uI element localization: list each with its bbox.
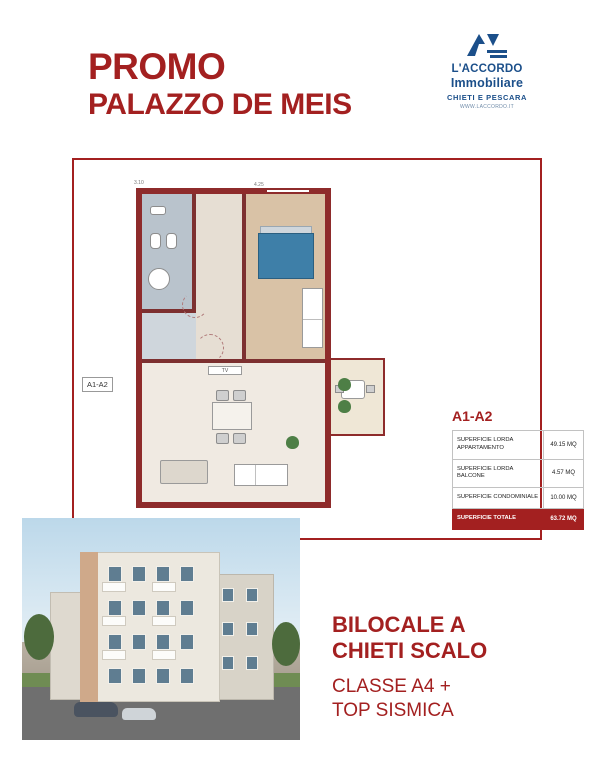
window — [246, 588, 258, 602]
window — [180, 634, 194, 650]
window — [156, 566, 170, 582]
window — [156, 600, 170, 616]
balcony-chair-furniture — [366, 385, 375, 393]
facade-accent-band — [80, 552, 98, 702]
surface-table — [452, 430, 584, 530]
table-row — [453, 488, 584, 509]
tree-icon — [24, 614, 54, 660]
offer-sub-line2: TOP SISMICA — [332, 699, 454, 721]
offer-headline-line1: BILOCALE A — [332, 612, 466, 637]
exterior-wall — [136, 502, 331, 508]
window — [108, 566, 122, 582]
floor-plan-panel — [72, 158, 577, 540]
page-title — [88, 48, 352, 120]
row-label: SUPERFICIE TOTALE — [453, 509, 544, 530]
logo-name-line1: L'ACCORDO — [451, 63, 523, 75]
chair-furniture — [233, 390, 246, 401]
row-value: 49.15 MQ — [544, 431, 584, 460]
logo-wordmark — [432, 63, 542, 91]
av-logo-svg — [465, 30, 509, 60]
unit-tag-label: A1-A2 — [82, 377, 113, 392]
car-icon — [122, 708, 156, 720]
row-label: SUPERFICIE LORDA APPARTAMENTO — [453, 431, 544, 460]
window — [156, 634, 170, 650]
window — [132, 634, 146, 650]
secondary-bath-floor — [142, 309, 196, 363]
row-label: SUPERFICIE LORDA BALCONE — [453, 459, 544, 488]
balcony-rail — [102, 650, 126, 660]
promo-headline-primary: PROMO — [88, 46, 226, 87]
promo-headline-secondary: PALAZZO DE MEIS — [88, 87, 352, 121]
row-value: 4.57 MQ — [544, 459, 584, 488]
table-row-total — [453, 509, 584, 530]
interior-wall — [142, 359, 325, 363]
window — [222, 588, 234, 602]
window — [108, 634, 122, 650]
sink-fixture — [150, 206, 166, 215]
shower-fixture — [148, 268, 170, 290]
dimension-top: 4.25 — [254, 182, 264, 188]
table-row — [453, 459, 584, 488]
window — [180, 600, 194, 616]
building-left-wing — [50, 592, 84, 700]
window — [180, 566, 194, 582]
balcony-rail — [152, 650, 176, 660]
window — [132, 668, 146, 684]
balcony-rail — [152, 582, 176, 592]
plant-icon — [338, 400, 351, 413]
bidet-fixture — [166, 233, 177, 249]
tree-icon — [272, 622, 300, 666]
kitchen-counter-furniture — [234, 464, 288, 486]
bed-furniture — [258, 233, 314, 279]
balcony-rail — [102, 582, 126, 592]
sofa-furniture — [160, 460, 208, 484]
window — [156, 668, 170, 684]
chair-furniture — [216, 390, 229, 401]
offer-headline-line2: CHIETI SCALO — [332, 638, 488, 664]
chair-furniture — [233, 433, 246, 444]
balcony-rail — [102, 616, 126, 626]
door-swing-icon — [196, 334, 224, 362]
bedroom-window — [266, 189, 310, 193]
row-value: 10.00 MQ — [544, 488, 584, 509]
window — [246, 656, 258, 670]
tv-unit-label: TV — [208, 366, 242, 375]
wardrobe-furniture — [302, 288, 323, 348]
chair-furniture — [216, 433, 229, 444]
plant-icon — [338, 378, 351, 391]
row-value: 63.72 MQ — [544, 509, 584, 530]
exterior-wall — [136, 188, 142, 508]
company-logo — [432, 30, 542, 110]
logo-subtitle: CHIETI E PESCARA — [446, 92, 528, 102]
toilet-fixture — [150, 233, 161, 249]
logo-url: WWW.LACCORDO.IT — [460, 103, 514, 110]
building-main-body — [80, 552, 220, 702]
door-swing-icon — [182, 292, 208, 318]
building-render-image — [22, 518, 300, 740]
table-row — [453, 431, 584, 460]
car-icon — [74, 702, 118, 717]
plant-icon — [286, 436, 299, 449]
window — [180, 668, 194, 684]
dining-table-furniture — [212, 402, 252, 430]
spec-title: A1-A2 — [452, 408, 493, 424]
balcony-rail — [152, 616, 176, 626]
window — [108, 600, 122, 616]
dimension-side: 3.10 — [134, 180, 144, 186]
surface-spec-block — [452, 408, 584, 530]
window — [108, 668, 122, 684]
window — [132, 600, 146, 616]
interior-wall — [242, 194, 246, 363]
window — [222, 622, 234, 636]
offer-sub-line1: CLASSE A4 + — [332, 675, 451, 697]
logo-name-line2: Immobiliare — [450, 76, 524, 91]
exterior-wall — [325, 188, 331, 363]
row-label: SUPERFICIE CONDOMINIALE — [453, 488, 544, 509]
floor-plan-drawing — [87, 180, 386, 518]
window — [132, 566, 146, 582]
window — [222, 656, 234, 670]
av-logo-icon — [465, 30, 509, 60]
offer-copy — [332, 612, 582, 722]
window — [246, 622, 258, 636]
